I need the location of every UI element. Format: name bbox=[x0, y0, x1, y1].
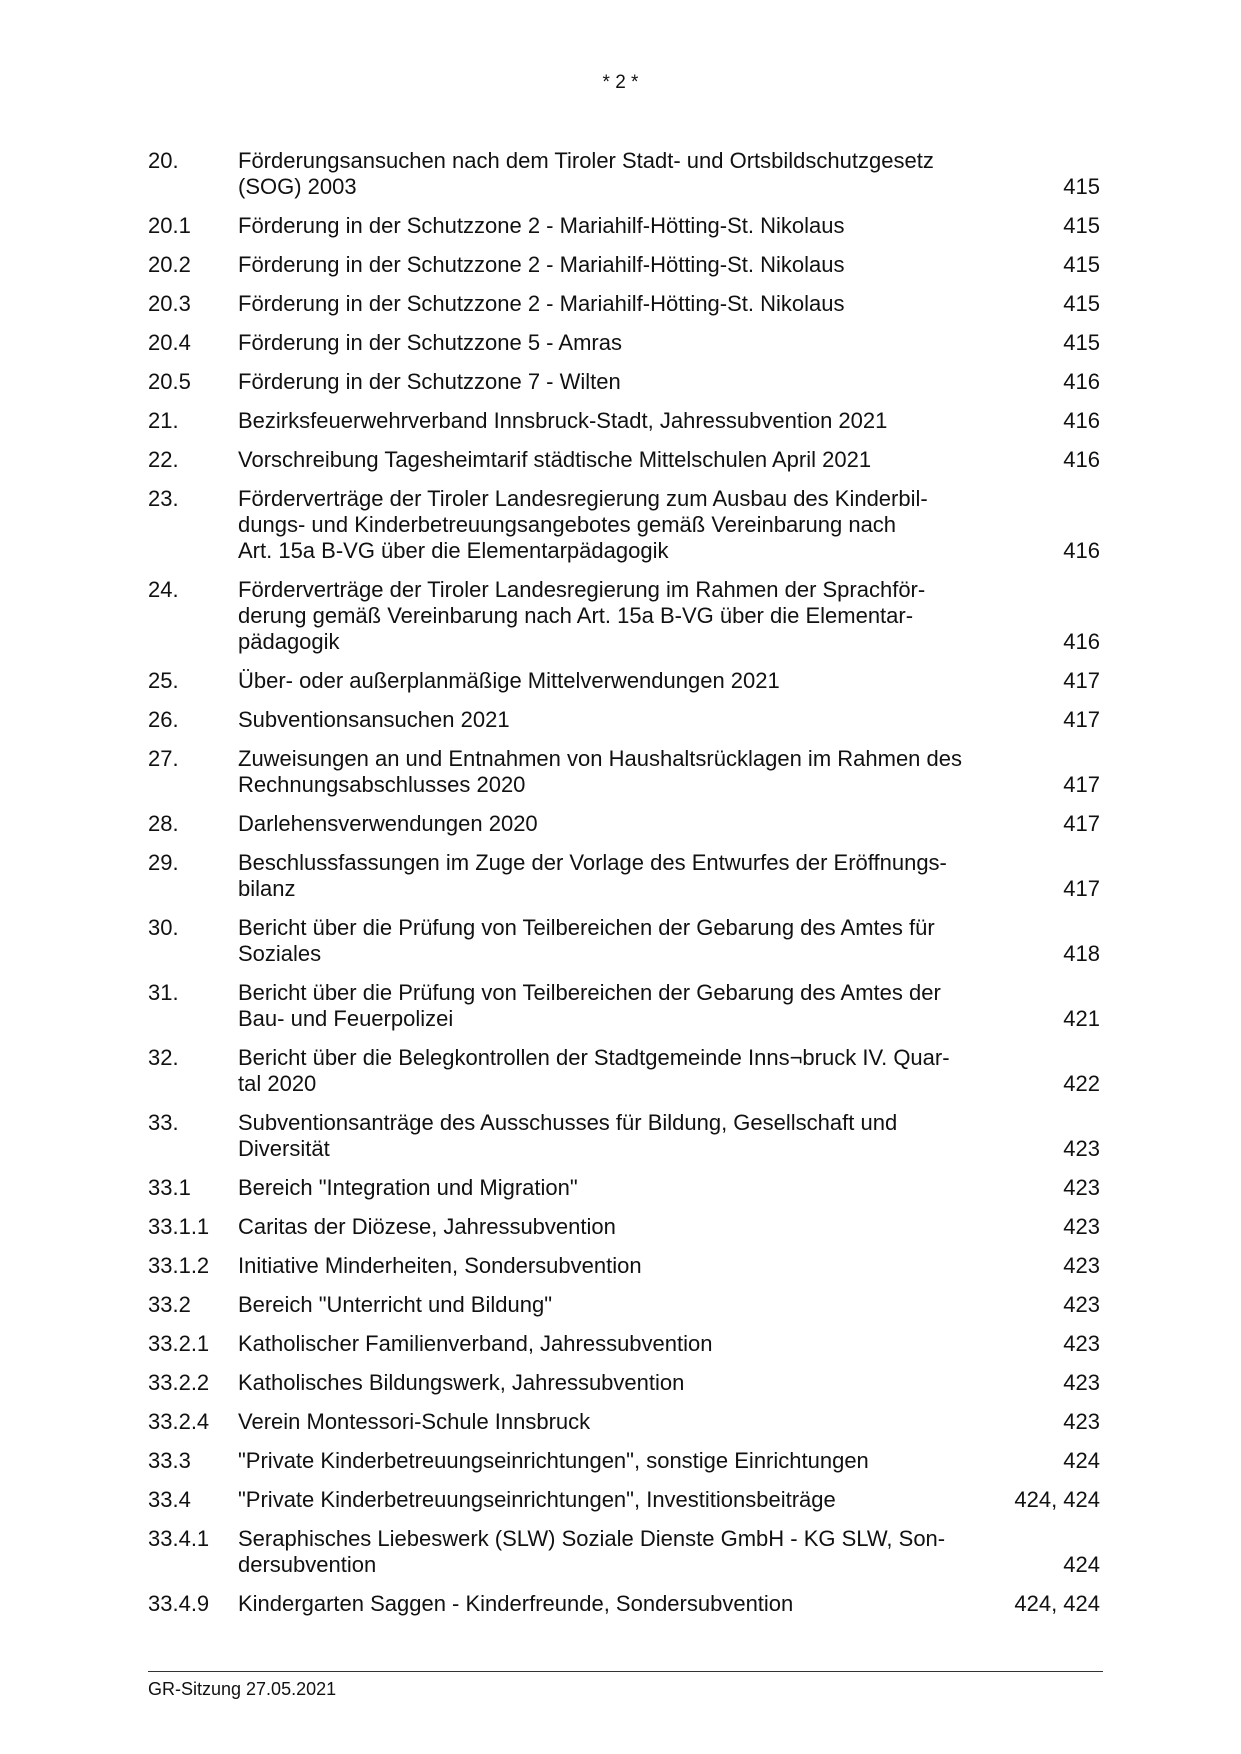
toc-entry-page: 418 bbox=[1063, 941, 1100, 966]
toc-entry-title-line: Bau- und Feuerpolizei bbox=[238, 1006, 454, 1031]
toc-entry-title bbox=[238, 668, 1063, 694]
toc-entry bbox=[148, 1370, 1100, 1396]
toc-entry-page: 416 bbox=[1063, 369, 1100, 394]
toc-entry-page: 423 bbox=[1063, 1370, 1100, 1395]
toc-entry-title bbox=[238, 1110, 1063, 1162]
toc-entry-title-line: tal 2020 bbox=[238, 1071, 317, 1096]
toc-entry-title-line: Vorschreibung Tagesheimtarif städtische Mittelschulen April 2021 bbox=[238, 447, 872, 472]
toc-entry-page: 417 bbox=[1063, 811, 1100, 836]
toc-entry-number: 33.1 bbox=[148, 1175, 191, 1200]
toc-entry-title bbox=[238, 1448, 1063, 1474]
toc-entry-title bbox=[238, 1331, 1063, 1357]
toc-entry-title-line: Subventionsanträge des Ausschusses für Bildung, Gesellschaft und bbox=[238, 1110, 898, 1135]
toc-entry-title bbox=[238, 811, 1063, 837]
toc-entry-number: 33.2.4 bbox=[148, 1409, 210, 1434]
toc-entry-title-line: "Private Kinderbetreuungseinrichtungen", Investitionsbeiträge bbox=[238, 1487, 836, 1512]
toc-entry-number: 33.2.1 bbox=[148, 1331, 210, 1356]
toc-entry-page: 423 bbox=[1063, 1409, 1100, 1434]
toc-entry-number: 22. bbox=[148, 447, 179, 472]
toc-entry bbox=[148, 252, 1100, 278]
toc-entry-title bbox=[238, 707, 1063, 733]
toc-entry-title-line: Kindergarten Saggen - Kinderfreunde, Sondersubvention bbox=[238, 1591, 794, 1616]
toc-entry-number: 30. bbox=[148, 915, 179, 940]
toc-entry-title bbox=[238, 213, 1063, 239]
toc-entry-page: 423 bbox=[1063, 1253, 1100, 1278]
toc-entry-number: 20.2 bbox=[148, 252, 191, 277]
toc-entry-title bbox=[238, 746, 1063, 798]
toc-entry-title-line: Beschlussfassungen im Zuge der Vorlage des Entwurfes der Eröffnungs- bbox=[238, 850, 947, 875]
toc-entry bbox=[148, 1292, 1100, 1318]
toc-entry bbox=[148, 486, 1100, 564]
toc-entry-page: 417 bbox=[1063, 668, 1100, 693]
toc-entry-title-line: Bereich "Integration und Migration" bbox=[238, 1175, 578, 1200]
toc-entry-title-line: derung gemäß Vereinbarung nach Art. 15a B-VG über die Elementar- bbox=[238, 603, 914, 628]
toc-entry bbox=[148, 1175, 1100, 1201]
toc-entry-number: 26. bbox=[148, 707, 179, 732]
toc-entry-number: 33. bbox=[148, 1110, 179, 1135]
toc-entry bbox=[148, 1591, 1100, 1617]
toc-entry-title bbox=[238, 486, 1063, 564]
toc-entry-number: 23. bbox=[148, 486, 179, 511]
toc-entry-title-line: Caritas der Diözese, Jahressubvention bbox=[238, 1214, 616, 1239]
toc-entry-page: 424, 424 bbox=[1014, 1591, 1100, 1616]
toc-entry bbox=[148, 577, 1100, 655]
toc-entry-number: 20.3 bbox=[148, 291, 191, 316]
toc-entry-title-line: Katholisches Bildungswerk, Jahressubvention bbox=[238, 1370, 685, 1395]
toc-entry-page: 415 bbox=[1063, 174, 1100, 199]
toc-entry-title-line: Bericht über die Belegkontrollen der Stadtgemeinde Inns¬bruck IV. Quar- bbox=[238, 1045, 950, 1070]
toc-entry-page: 417 bbox=[1063, 876, 1100, 901]
toc-entry-number: 33.4.9 bbox=[148, 1591, 210, 1616]
toc-entry bbox=[148, 1331, 1100, 1357]
toc-entry-number: 20.4 bbox=[148, 330, 191, 355]
toc-entry-title-line: Förderung in der Schutzzone 2 - Mariahilf-Hötting-St. Nikolaus bbox=[238, 213, 845, 238]
toc-entry bbox=[148, 408, 1100, 434]
toc-entry-number: 33.1.2 bbox=[148, 1253, 210, 1278]
toc-entry-title-line: Diversität bbox=[238, 1136, 330, 1161]
footer-divider bbox=[148, 1671, 1103, 1672]
toc-entry-number: 33.4 bbox=[148, 1487, 191, 1512]
toc-entry-number: 33.2 bbox=[148, 1292, 191, 1317]
toc-entry bbox=[148, 811, 1100, 837]
toc-entry bbox=[148, 1253, 1100, 1279]
toc-entry-page: 423 bbox=[1063, 1292, 1100, 1317]
toc-entry bbox=[148, 1409, 1100, 1435]
toc-entry bbox=[148, 291, 1100, 317]
toc-entry-title-line: dersubvention bbox=[238, 1552, 377, 1577]
toc-entry-page: 424 bbox=[1063, 1552, 1100, 1577]
toc-entry-page: 416 bbox=[1063, 447, 1100, 472]
toc-entry-title-line: Über- oder außerplanmäßige Mittelverwendungen 2021 bbox=[238, 668, 780, 693]
toc-entry-title-line: Verein Montessori-Schule Innsbruck bbox=[238, 1409, 591, 1434]
toc-entry-page: 415 bbox=[1063, 252, 1100, 277]
toc-entry-title bbox=[238, 850, 1063, 902]
toc-entry-page: 416 bbox=[1063, 408, 1100, 433]
toc-entry-title bbox=[238, 1292, 1063, 1318]
toc-entry-page: 415 bbox=[1063, 291, 1100, 316]
toc-entry bbox=[148, 447, 1100, 473]
toc-entry-title-line: Bereich "Unterricht und Bildung" bbox=[238, 1292, 553, 1317]
toc-entry-title-line: Förderungsansuchen nach dem Tiroler Stadt- und Ortsbildschutzgesetz bbox=[238, 148, 934, 173]
toc-entry-title bbox=[238, 1370, 1063, 1396]
toc-entry-title-line: Darlehensverwendungen 2020 bbox=[238, 811, 538, 836]
toc-entry-title bbox=[238, 915, 1063, 967]
toc-entry-title-line: "Private Kinderbetreuungseinrichtungen", sonstige Einrichtungen bbox=[238, 1448, 869, 1473]
toc-entry-page: 423 bbox=[1063, 1331, 1100, 1356]
toc-entry-title-line: Art. 15a B-VG über die Elementarpädagogik bbox=[238, 538, 669, 563]
toc-entry-number: 20.5 bbox=[148, 369, 191, 394]
toc-entry-page: 415 bbox=[1063, 330, 1100, 355]
toc-entry-title bbox=[238, 252, 1063, 278]
toc-entry-title-line: Förderverträge der Tiroler Landesregierung zum Ausbau des Kinderbil- bbox=[238, 486, 928, 511]
toc-entry-title bbox=[238, 1175, 1063, 1201]
toc-entry-number: 33.1.1 bbox=[148, 1214, 210, 1239]
toc-entry-number: 25. bbox=[148, 668, 179, 693]
toc-entry-page: 424 bbox=[1063, 1448, 1100, 1473]
toc-entry-page: 417 bbox=[1063, 707, 1100, 732]
toc-entry-title-line: Seraphisches Liebeswerk (SLW) Soziale Dienste GmbH - KG SLW, Son- bbox=[238, 1526, 946, 1551]
page-number: * 2 * bbox=[602, 72, 639, 93]
toc-entry-number: 24. bbox=[148, 577, 179, 602]
toc-entry-page: 417 bbox=[1063, 772, 1100, 797]
toc-entry bbox=[148, 330, 1100, 356]
toc-entry bbox=[148, 746, 1100, 798]
toc-entry-page: 422 bbox=[1063, 1071, 1100, 1096]
toc-entry-title-line: bilanz bbox=[238, 876, 296, 901]
toc-entry-number: 29. bbox=[148, 850, 179, 875]
toc-entry-title-line: Förderverträge der Tiroler Landesregierung im Rahmen der Sprachför- bbox=[238, 577, 926, 602]
toc-entry-title bbox=[238, 1526, 1063, 1578]
footer-meeting-date: GR-Sitzung 27.05.2021 bbox=[148, 1679, 337, 1699]
toc-entry-title-line: Soziales bbox=[238, 941, 322, 966]
toc-entry bbox=[148, 213, 1100, 239]
toc-entry-title bbox=[238, 408, 1063, 434]
toc-entry bbox=[148, 148, 1100, 200]
toc-entry-title bbox=[238, 1045, 1063, 1097]
toc-entry bbox=[148, 369, 1100, 395]
toc-entry bbox=[148, 980, 1100, 1032]
toc-entry-title-line: Subventionsansuchen 2021 bbox=[238, 707, 510, 732]
toc-entry-title-line: pädagogik bbox=[238, 629, 340, 654]
toc-entry bbox=[148, 1487, 1100, 1513]
toc-entry-title bbox=[238, 447, 1063, 473]
toc-entry-number: 21. bbox=[148, 408, 179, 433]
toc-entry-title-line: dungs- und Kinderbetreuungsangebotes gemäß Vereinbarung nach bbox=[238, 512, 897, 537]
toc-entry-title bbox=[238, 1487, 1014, 1513]
toc-entry-title-line: Bericht über die Prüfung von Teilbereichen der Gebarung des Amtes für bbox=[238, 915, 935, 940]
toc-entry-page: 424, 424 bbox=[1014, 1487, 1100, 1512]
toc-entry-title-line: Bericht über die Prüfung von Teilbereichen der Gebarung des Amtes der bbox=[238, 980, 941, 1005]
toc-entry-title-line: (SOG) 2003 bbox=[238, 174, 357, 199]
toc-entry-page: 416 bbox=[1063, 538, 1100, 563]
toc-entry-title bbox=[238, 577, 1063, 655]
toc-entry-title-line: Bezirksfeuerwehrverband Innsbruck-Stadt, Jahressubvention 2021 bbox=[238, 408, 888, 433]
toc-entry-title bbox=[238, 1253, 1063, 1279]
toc-entry-page: 416 bbox=[1063, 629, 1100, 654]
toc-entry-title-line: Förderung in der Schutzzone 5 - Amras bbox=[238, 330, 622, 355]
toc-entry-title bbox=[238, 369, 1063, 395]
toc-entry-title-line: Katholischer Familienverband, Jahressubvention bbox=[238, 1331, 713, 1356]
toc-entry-title-line: Förderung in der Schutzzone 2 - Mariahilf-Hötting-St. Nikolaus bbox=[238, 291, 845, 316]
toc-entry-number: 33.2.2 bbox=[148, 1370, 210, 1395]
toc-entry-page: 423 bbox=[1063, 1136, 1100, 1161]
toc-entry-title-line: Förderung in der Schutzzone 7 - Wilten bbox=[238, 369, 621, 394]
toc-entry-title bbox=[238, 1409, 1063, 1435]
toc-entry-number: 28. bbox=[148, 811, 179, 836]
toc-entry-title bbox=[238, 980, 1063, 1032]
toc-entry-number: 31. bbox=[148, 980, 179, 1005]
toc-entry-number: 33.3 bbox=[148, 1448, 191, 1473]
toc-entry-title-line: Zuweisungen an und Entnahmen von Haushaltsrücklagen im Rahmen des bbox=[238, 746, 962, 771]
toc-entry bbox=[148, 915, 1100, 967]
toc-entry bbox=[148, 1045, 1100, 1097]
toc-entry-title bbox=[238, 330, 1063, 356]
toc-entry-title-line: Rechnungsabschlusses 2020 bbox=[238, 772, 526, 797]
toc-entry-title bbox=[238, 291, 1063, 317]
toc-entry-page: 421 bbox=[1063, 1006, 1100, 1031]
toc-entry bbox=[148, 850, 1100, 902]
toc-entry-title bbox=[238, 1591, 1014, 1617]
toc-entry-page: 423 bbox=[1063, 1175, 1100, 1200]
toc-entry-number: 32. bbox=[148, 1045, 179, 1070]
toc-entry-number: 20. bbox=[148, 148, 179, 173]
toc-entry-title-line: Förderung in der Schutzzone 2 - Mariahilf-Hötting-St. Nikolaus bbox=[238, 252, 845, 277]
toc-entry-number: 33.4.1 bbox=[148, 1526, 210, 1551]
toc-entry-page: 423 bbox=[1063, 1214, 1100, 1239]
toc-entry-title-line: Initiative Minderheiten, Sondersubvention bbox=[238, 1253, 642, 1278]
toc-entry-page: 415 bbox=[1063, 213, 1100, 238]
toc-entry bbox=[148, 1448, 1100, 1474]
toc-entry bbox=[148, 1110, 1100, 1162]
toc-entry-title bbox=[238, 148, 1063, 200]
toc-entry-number: 27. bbox=[148, 746, 179, 771]
toc-entry bbox=[148, 668, 1100, 694]
toc-entry bbox=[148, 1214, 1100, 1240]
toc-entry-number: 20.1 bbox=[148, 213, 191, 238]
toc-entry bbox=[148, 1526, 1100, 1578]
toc-entry-title bbox=[238, 1214, 1063, 1240]
table-of-contents bbox=[148, 148, 1100, 1630]
toc-entry bbox=[148, 707, 1100, 733]
